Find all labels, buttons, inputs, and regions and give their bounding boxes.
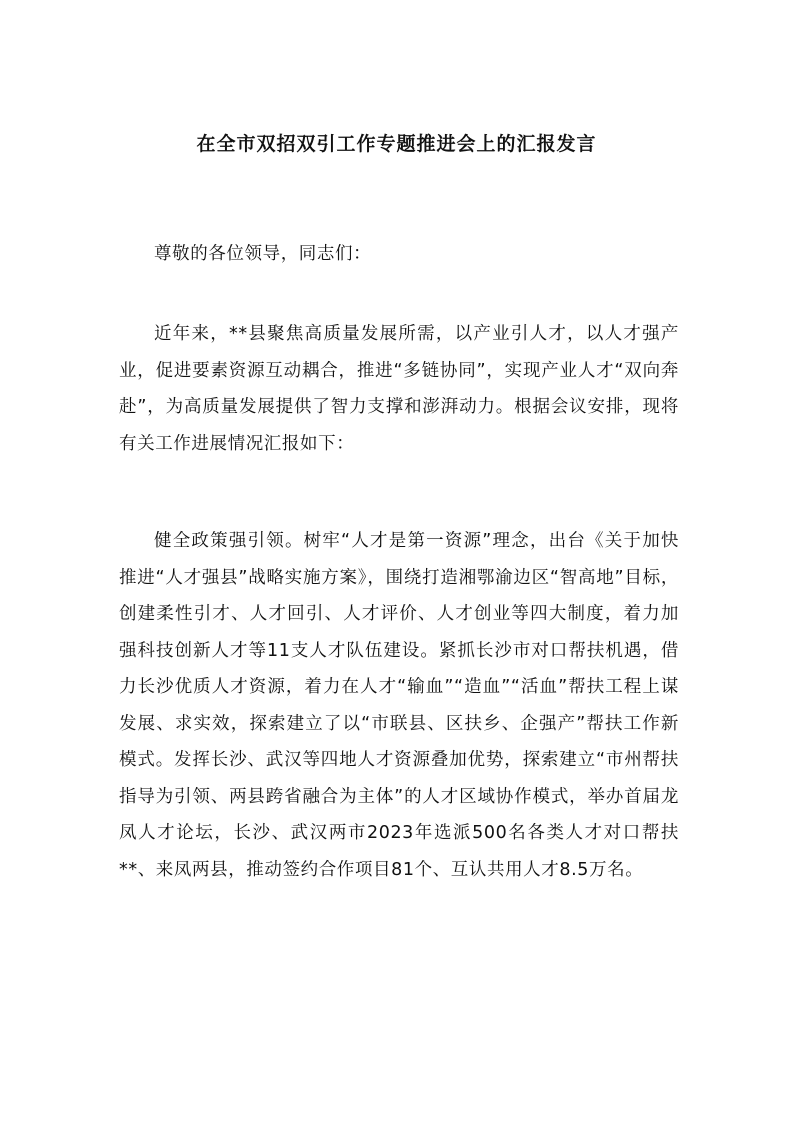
paragraph-policy: 健全政策强引领。树牢“人才是第一资源”理念，出台《关于加快推进“人才强县”战略实施方案》，围绕打造湘鄂渝边区“智高地”目标，创建柔性引才、人才回引、人才评价、人才创业等四大制度，着力加强科技创新人才等11支人才队伍建设。紧抓长沙市对口帮扶机遇，借力长沙优质人才资源，着力在人才“输血”“造血”“活血”帮扶工程上谋发展、求实效，探索建立了以“市联县、区扶乡、企强产”帮扶工作新模式。发挥长沙、武汉等四地人才资源叠加优势，探索建立“市州帮扶指导为引领、两县跨省融合为主体”的人才区域协作模式，举办首届龙凤人才论坛，长沙、武汉两市2023年选派500名各类人才对口帮扶**、来凤两县，推动签约合作项目81个、互认共用人才8.5万名。 (119, 531, 679, 880)
document-title: 在全市双招双引工作专题推进会上的汇报发言 (196, 133, 597, 155)
paragraph-intro: 近年来，**县聚焦高质量发展所需，以产业引人才，以人才强产业，促进要素资源互动耦合，推进“多链协同”，实现产业人才“双向奔赴”，为高质量发展提供了智力支撑和澎湃动力。根据会议安排，现将有关工作进展情况汇报如下： (119, 324, 679, 454)
salutation: 尊敬的各位领导，同志们： (154, 244, 372, 264)
